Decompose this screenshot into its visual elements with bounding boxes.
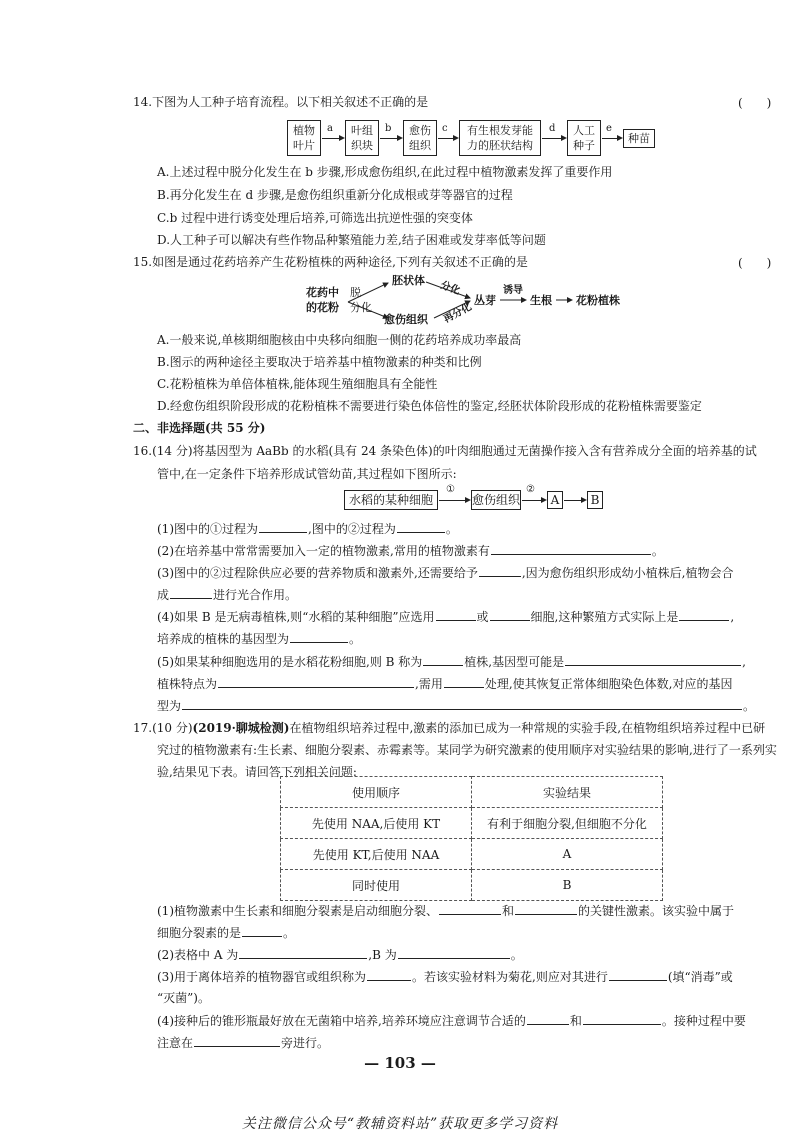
q16-part3-cont: 成 进行光合作用。 [157, 588, 298, 602]
answer-blank[interactable] [439, 902, 501, 915]
q14-option-b: B.再分化发生在 d 步骤,是愈伤组织重新分化成根或芽等器官的过程 [157, 188, 513, 202]
q15-upper-label: 分化 [438, 279, 462, 298]
arrow-label-c: c [442, 123, 448, 134]
answer-blank[interactable] [515, 902, 577, 915]
answer-blank[interactable] [218, 675, 414, 688]
answer-blank[interactable] [609, 968, 667, 981]
answer-blank[interactable] [242, 924, 282, 937]
q15-option-a: A.一般来说,单核期细胞核由中央移向细胞一侧的花药培养成功率最高 [157, 333, 522, 347]
q15-option-c: C.花粉植株为单倍体植株,能体现生殖细胞具有全能性 [157, 377, 438, 391]
q16-stem-line1: 16.(14 分)将基因型为 AaBb 的水稻(具有 24 条染色体)的叶肉细胞通过无菌操作接入含有营养成分全面的培养基的试 [133, 444, 757, 458]
flow-node-artificial-seed: 人工 种子 [567, 120, 601, 156]
flow-node-embryoid: 有生根发芽能 力的胚状结构 [459, 120, 541, 156]
answer-blank[interactable] [194, 1034, 280, 1047]
q16-part5-cont: 植株特点为 ,需用 处理,使其恢复正常体细胞染色体数,对应的基因 [157, 677, 733, 691]
q17-part3: (3)用于离体培养的植物器官或组织称为 。若该实验材料为菊花,则应对其进行 (填“消毒”或 [157, 970, 733, 984]
answer-blank[interactable] [367, 968, 411, 981]
q17-source: (2019·聊城检测) [192, 721, 290, 735]
q16-arrow-2: ② [526, 484, 535, 495]
q14-stem: 14.下图为人工种子培育流程。以下相关叙述不正确的是 [133, 95, 429, 109]
page-number: — 103 — [364, 1054, 436, 1072]
q16-arrow-1: ① [446, 484, 455, 495]
q14-option-c: C.b 过程中进行诱变处理后培养,可筛选出抗逆性强的突变体 [157, 211, 473, 225]
q17-part1-cont: 细胞分裂素的是 。 [157, 926, 296, 940]
flow-node-leaf-tissue: 叶组 织块 [345, 120, 379, 156]
q15-answer-paren: ( ) [738, 256, 772, 270]
answer-blank[interactable] [444, 675, 484, 688]
q16-node-cell: 水稻的某种细胞 [344, 490, 438, 510]
table-cell: 有利于细胞分裂,但细胞不分化 [472, 808, 663, 839]
q14-answer-paren: ( ) [738, 96, 772, 110]
answer-blank[interactable] [423, 653, 463, 666]
q16-part5-cont2: 型为 。 [157, 699, 756, 713]
table-cell: 先使用 NAA,后使用 KT [281, 808, 472, 839]
q15-split-label: 脱 分化 [350, 286, 372, 314]
q15-bud: 丛芽 [474, 294, 496, 307]
answer-blank[interactable] [290, 630, 348, 643]
table-header: 实验结果 [472, 777, 663, 808]
table-cell: 先使用 KT,后使用 NAA [281, 839, 472, 870]
q17-stem-line3: 验,结果见下表。请回答下列相关问题: [157, 765, 357, 779]
q14-option-d: D.人工种子可以解决有些作物品种繁殖能力差,结子困难或发芽率低等问题 [157, 233, 546, 247]
q15-embryoid: 胚状体 [392, 274, 425, 287]
answer-blank[interactable] [398, 946, 510, 959]
arrow-label-b: b [385, 123, 392, 134]
q16-part4-cont: 培养成的植株的基因型为 。 [157, 632, 362, 646]
answer-blank[interactable] [583, 1012, 661, 1025]
arrow-label-e: e [606, 123, 612, 134]
q17-stem-line2: 究过的植物激素有:生长素、细胞分裂素、赤霉素等。某同学为研究激素的使用顺序对实验结果的影响,进行了一系列实 [157, 743, 777, 757]
answer-blank[interactable] [527, 1012, 569, 1025]
q17-results-table [280, 776, 663, 901]
q17-part3-cont: “灭菌”)。 [157, 991, 210, 1005]
q16-stem-line2: 管中,在一定条件下培养形成试管幼苗,其过程如下图所示: [157, 467, 457, 481]
table-cell: 同时使用 [281, 870, 472, 901]
q16-part4: (4)如果 B 是无病毒植株,则“水稻的某种细胞”应选用 或 细胞,这种繁殖方式实际上是 , [157, 610, 735, 624]
answer-blank[interactable] [182, 697, 742, 710]
section-heading: 二、非选择题(共 55 分) [133, 421, 266, 435]
answer-blank[interactable] [491, 542, 651, 555]
q15-diagram-arrows [0, 0, 800, 340]
flow-node-callus: 愈伤 组织 [403, 120, 437, 156]
q16-part3: (3)图中的②过程除供应必要的营养物质和激素外,还需要给予 ,因为愈伤组织形成幼小植株后,植物会合 [157, 566, 734, 580]
q17-part4-cont: 注意在 旁进行。 [157, 1036, 330, 1050]
answer-blank[interactable] [436, 608, 476, 621]
answer-blank[interactable] [397, 520, 445, 533]
arrow-label-d: d [549, 123, 556, 134]
q15-callus: 愈伤组织 [384, 313, 428, 326]
answer-blank[interactable] [239, 946, 367, 959]
q14-option-a: A.上述过程中脱分化发生在 b 步骤,形成愈伤组织,在此过程中植物激素发挥了重要作用 [157, 165, 613, 179]
q16-node-callus: 愈伤组织 [471, 490, 521, 510]
q15-lower-label: 再分化 [441, 301, 474, 326]
q15-source: 花药中 的花粉 [306, 286, 339, 314]
q15-option-d: D.经愈伤组织阶段形成的花粉植株不需要进行染色体倍性的鉴定,经胚状体阶段形成的花粉植株需要鉴定 [157, 399, 702, 413]
table-row [281, 808, 663, 839]
answer-blank[interactable] [490, 608, 530, 621]
table-row [281, 870, 663, 901]
q17-part2: (2)表格中 A 为 ,B 为 。 [157, 948, 523, 962]
answer-blank[interactable] [479, 564, 521, 577]
table-cell: B [472, 870, 663, 901]
q15-stem: 15.如图是通过花药培养产生花粉植株的两种途径,下列有关叙述不正确的是 [133, 255, 528, 269]
flow-node-plant-leaf: 植物 叶片 [287, 120, 321, 156]
answer-blank[interactable] [170, 586, 212, 599]
footer-note: 关注微信公众号“教辅资料站”获取更多学习资料 [241, 1116, 559, 1132]
arrow-label-a: a [327, 123, 333, 134]
q17-stem-line1: 17.(10 分)(2019·聊城检测)在植物组织培养过程中,激素的添加已成为一种常规的实验手段,在植物组织培养过程中已研 [133, 721, 766, 735]
q15-induce: 诱导 [503, 285, 523, 296]
answer-blank[interactable] [259, 520, 307, 533]
q15-plant: 花粉植株 [576, 294, 620, 307]
q16-part5: (5)如果某种细胞选用的是水稻花粉细胞,则 B 称为 植株,基因型可能是 , [157, 655, 746, 669]
q16-part2: (2)在培养基中常常需要加入一定的植物激素,常用的植物激素有 。 [157, 544, 664, 558]
q16-node-a: A [547, 491, 563, 509]
q17-part4: (4)接种后的锥形瓶最好放在无菌箱中培养,培养环境应注意调节合适的 和 。接种过程中要 [157, 1014, 746, 1028]
table-row [281, 839, 663, 870]
q17-part1: (1)植物激素中生长素和细胞分裂素是启动细胞分裂、 和 的关键性激素。该实验中属于 [157, 904, 735, 918]
q16-part1: (1)图中的①过程为 ,图中的②过程为 。 [157, 522, 458, 536]
table-header: 使用顺序 [281, 777, 472, 808]
q15-root: 生根 [530, 294, 552, 307]
table-header-row [281, 777, 663, 808]
q16-node-b: B [587, 491, 603, 509]
table-cell: A [472, 839, 663, 870]
answer-blank[interactable] [565, 653, 741, 666]
answer-blank[interactable] [679, 608, 729, 621]
flow-node-seedling: 种苗 [623, 129, 655, 148]
q15-option-b: B.图示的两种途径主要取决于培养基中植物激素的种类和比例 [157, 355, 482, 369]
